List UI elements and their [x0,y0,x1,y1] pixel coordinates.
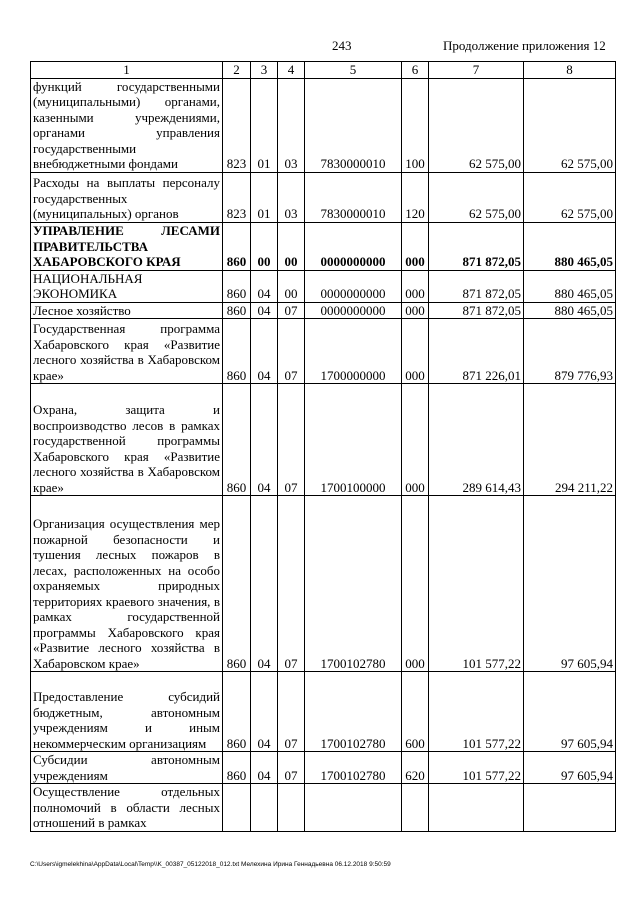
row-vr: 600 [402,672,429,752]
row-name: Лесное хозяйство [31,302,223,319]
row-sum-2 [524,784,616,832]
table-row [31,222,616,270]
row-csr [305,784,402,832]
row-pr: 07 [278,672,305,752]
row-pr [278,784,305,832]
row-vr: 000 [402,270,429,302]
row-name: функций государственными (муниципальными) органами, казенными учреждениями, органами управления государственными внебюджетными фондами [31,78,223,172]
row-ved: 860 [223,270,251,302]
row-name: Организация осуществления мер пожарной безопасности и тушения лесных пожаров в лесах, расположенных на особо охраняемых природных территориях краевого значения, в рамках государственной программы Хабаровского края «Развитие лесного хозяйства в Хабаровском крае» [31,496,223,672]
row-csr: 7830000010 [305,78,402,172]
row-vr: 000 [402,496,429,672]
row-vr: 000 [402,319,429,384]
row-pr: 07 [278,496,305,672]
row-rz: 04 [251,319,278,384]
row-rz: 01 [251,172,278,222]
row-vr: 120 [402,172,429,222]
row-ved: 860 [223,319,251,384]
row-rz: 04 [251,496,278,672]
row-csr: 0000000000 [305,270,402,302]
row-csr: 1700102780 [305,672,402,752]
row-ved [223,784,251,832]
row-pr: 07 [278,384,305,496]
row-rz: 04 [251,672,278,752]
row-vr: 000 [402,222,429,270]
row-pr: 03 [278,78,305,172]
row-sum-2: 294 211,22 [524,384,616,496]
row-rz: 04 [251,384,278,496]
row-rz: 04 [251,752,278,784]
row-sum-2: 62 575,00 [524,172,616,222]
row-csr: 0000000000 [305,222,402,270]
row-rz: 00 [251,222,278,270]
page-number: 243 [332,38,352,53]
row-sum-1: 871 872,05 [429,302,524,319]
row-vr: 100 [402,78,429,172]
row-pr: 03 [278,172,305,222]
row-ved: 860 [223,384,251,496]
row-vr: 620 [402,752,429,784]
column-header: 4 [278,62,305,79]
row-sum-2: 97 605,94 [524,672,616,752]
row-sum-1: 289 614,43 [429,384,524,496]
continuation-title: Продолжение приложения 12 [443,38,606,53]
row-sum-1: 101 577,22 [429,752,524,784]
row-pr: 00 [278,270,305,302]
table-row [31,784,616,832]
column-header: 7 [429,62,524,79]
row-pr: 07 [278,302,305,319]
row-ved: 823 [223,172,251,222]
file-path-footer: C:\Users\igmelekhina\AppData\Local\Temp\\K_00387_05122018_012.txt Мелехина Ирина Геннадьевна 06.12.2018 9:50:59 [30,861,391,868]
row-name: Субсидии автономным учреждениям [31,752,223,784]
column-header: 3 [251,62,278,79]
row-sum-1: 101 577,22 [429,496,524,672]
row-rz: 04 [251,270,278,302]
row-sum-1 [429,784,524,832]
row-sum-1: 871 872,05 [429,270,524,302]
row-vr [402,784,429,832]
column-header: 1 [31,62,223,79]
row-csr: 1700100000 [305,384,402,496]
column-header: 8 [524,62,616,79]
row-sum-2: 97 605,94 [524,496,616,672]
table-row [31,319,616,384]
row-csr: 1700102780 [305,496,402,672]
row-sum-2: 880 465,05 [524,222,616,270]
table-row [31,496,616,672]
row-csr: 1700102780 [305,752,402,784]
row-rz [251,784,278,832]
row-sum-2: 879 776,93 [524,319,616,384]
row-ved: 860 [223,672,251,752]
table-row [31,672,616,752]
row-sum-2: 97 605,94 [524,752,616,784]
row-csr: 7830000010 [305,172,402,222]
row-rz: 01 [251,78,278,172]
row-pr: 07 [278,752,305,784]
row-sum-1: 62 575,00 [429,78,524,172]
table-row [31,752,616,784]
column-number-row [31,62,616,79]
column-header: 2 [223,62,251,79]
row-name: Осуществление отдельных полномочий в области лесных отношений в рамках [31,784,223,832]
row-sum-2: 880 465,05 [524,270,616,302]
table-row [31,78,616,172]
row-pr: 00 [278,222,305,270]
row-sum-1: 871 226,01 [429,319,524,384]
row-sum-2: 62 575,00 [524,78,616,172]
budget-table [30,61,616,832]
row-ved: 823 [223,78,251,172]
column-header: 6 [402,62,429,79]
row-rz: 04 [251,302,278,319]
row-sum-1: 101 577,22 [429,672,524,752]
row-name: Расходы на выплаты персоналу государственных (муниципальных) органов [31,172,223,222]
table-row [31,302,616,319]
row-name: Государственная программа Хабаровского края «Развитие лесного хозяйства в Хабаровском крае» [31,319,223,384]
row-ved: 860 [223,222,251,270]
row-name: Охрана, защита и воспроизводство лесов в рамках государственной программы Хабаровского края «Развитие лесного хозяйства в Хабаровском крае» [31,384,223,496]
table-row [31,384,616,496]
row-csr: 1700000000 [305,319,402,384]
row-sum-1: 871 872,05 [429,222,524,270]
table-row [31,270,616,302]
row-vr: 000 [402,302,429,319]
table-row [31,172,616,222]
row-ved: 860 [223,302,251,319]
row-vr: 000 [402,384,429,496]
row-name: НАЦИОНАЛЬНАЯ ЭКОНОМИКА [31,270,223,302]
row-sum-1: 62 575,00 [429,172,524,222]
row-ved: 860 [223,496,251,672]
column-header: 5 [305,62,402,79]
row-pr: 07 [278,319,305,384]
row-name: УПРАВЛЕНИЕ ЛЕСАМИ ПРАВИТЕЛЬСТВА ХАБАРОВСКОГО КРАЯ [31,222,223,270]
row-name: Предоставление субсидий бюджетным, автономным учреждениям и иным некоммерческим организациям [31,672,223,752]
row-ved: 860 [223,752,251,784]
row-csr: 0000000000 [305,302,402,319]
row-sum-2: 880 465,05 [524,302,616,319]
